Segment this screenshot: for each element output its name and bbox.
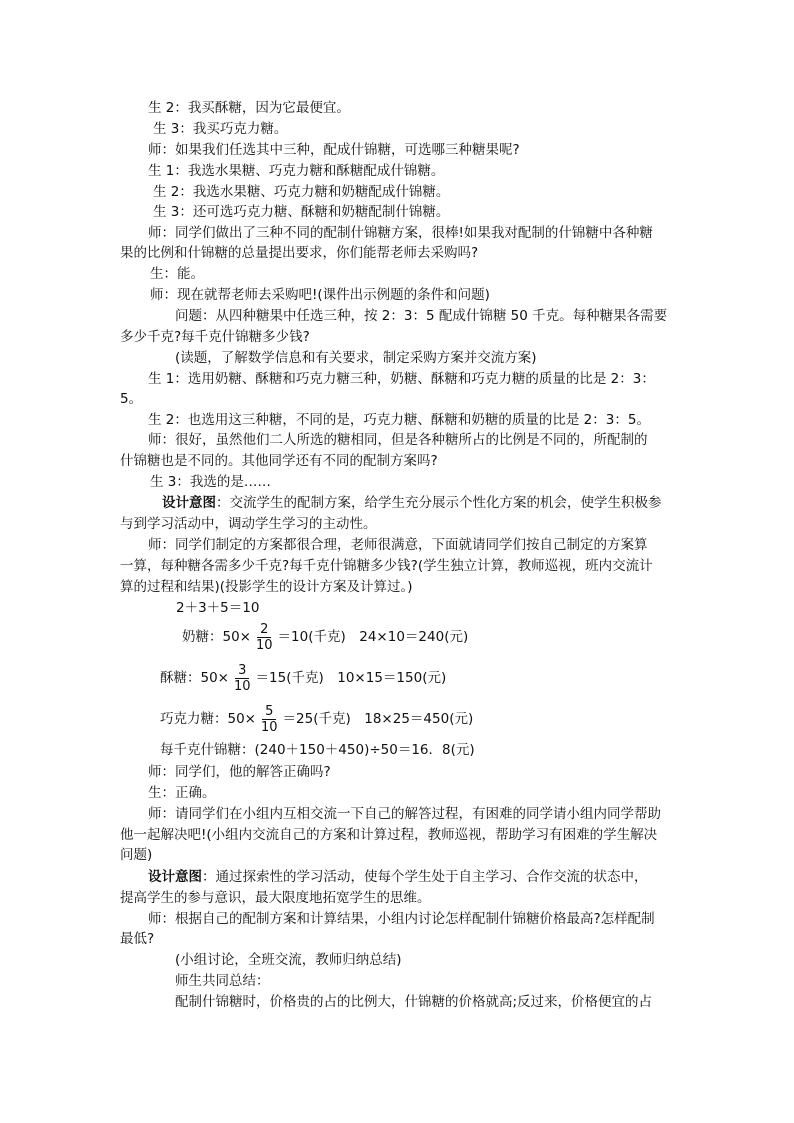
text-line: 果的比例和什锦糖的总量提出要求，你们能帮老师去采购吗? [120,245,479,261]
text-line: 师：如果我们任选其中三种，配成什锦糖，可选哪三种糖果呢? [148,142,520,158]
text-line: 师：同学们制定的方案都很合理，老师很满意，下面就请同学们按自己制定的方案算 [148,537,648,553]
fraction-denominator: 10 [234,678,251,694]
design-intent-line [162,493,662,513]
fraction [258,704,281,735]
text-line: 问题) [120,847,153,863]
text-line: 生 2：我买酥糖，因为它最便宜。 [148,100,350,116]
text-line: 什锦糖也是不同的。其他同学还有不同的配制方案吗? [120,453,438,469]
text-line: 一算，每种糖各需多少千克?每千克什锦糖多少钱?(学生独立计算，教师巡视，班内交流计 [120,558,653,574]
text-line: 生 3：我买巧克力糖。 [153,121,288,137]
fraction [253,622,276,653]
design-intent-text: ：交流学生的配制方案，给学生充分展示个性化方案的机会，使学生积极参 [216,495,662,511]
text-line: 生：能。 [150,266,204,282]
math-line-crisp-candy [160,661,446,695]
text-line: 生：正确。 [148,785,216,801]
math-line-per-kg: 每千克什锦糖：(240＋150＋450)÷50＝16．8(元) [160,742,475,758]
text-line: 师：同学们做出了三种不同的配制什锦糖方案，很棒!如果我对配制的什锦糖中各种糖 [148,225,653,241]
math-total: 2＋3＋5＝10 [176,600,260,616]
fraction-numerator: 3 [235,663,249,679]
text-line: 问题：从四种糖果中任选三种，按 2：3：5 配成什锦糖 50 千克。每种糖果各需要 [175,308,668,324]
text-line: 多少千克?每千克什锦糖多少钱? [120,329,310,345]
text-line: (读题，了解数学信息和有关要求，制定采购方案并交流方案) [175,350,537,366]
text-line: 师：很好，虽然他们二人所选的糖相同，但是各种糖所占的比例是不同的，所配制的 [148,432,648,448]
text-line: 师：根据自己的配制方案和计算结果，小组内讨论怎样配制什锦糖价格最高?怎样配制 [148,911,655,927]
fraction-denominator: 10 [256,637,273,653]
text-line: 算的过程和结果)(投影学生的设计方案及计算过。) [120,579,413,595]
math-label: 酥糖：50× [160,670,229,686]
fraction [231,663,254,694]
design-intent-label: 设计意图 [162,495,216,511]
fraction-numerator: 2 [257,622,271,638]
math-result: ＝15(千克) 10×15＝150(元) [255,670,447,686]
text-line: 生 1：选用奶糖、酥糖和巧克力糖三种，奶糖、酥糖和巧克力糖的质量的比是 2：3： [148,371,655,387]
math-result: ＝10(千克) 24×10＝240(元) [277,629,469,645]
design-intent-line [148,867,648,887]
text-line: 生 2：我选水果糖、巧克力糖和奶糖配成什锦糖。 [153,184,450,200]
fraction-numerator: 5 [262,704,276,720]
text-line: 与到学习活动中，调动学生学习的主动性。 [120,516,377,532]
text-line: 最低? [120,931,155,947]
math-label: 奶糖：50× [182,629,251,645]
text-line: (小组讨论，全班交流，教师归纳总结) [175,952,402,968]
text-line: 师：现在就帮老师去采购吧!(课件出示例题的条件和问题) [150,287,490,303]
text-line: 生 2：也选用这三种糖，不同的是，巧克力糖、酥糖和奶糖的质量的比是 2：3：5。 [148,412,650,428]
text-line: 师生共同总结： [175,973,270,989]
design-intent-label: 设计意图 [148,869,202,885]
text-line: 生 3：还可选巧克力糖、酥糖和奶糖配制什锦糖。 [153,204,450,220]
text-line: 师：同学们，他的解答正确吗? [148,764,331,780]
math-label: 巧克力糖：50× [160,711,256,727]
text-line: 提高学生的参与意识，最大限度地拓宽学生的思维。 [120,890,431,906]
text-line: 生 1：我选水果糖、巧克力糖和酥糖配成什锦糖。 [148,163,445,179]
text-line: 5。 [120,391,143,407]
math-line-milk-candy [182,620,468,654]
design-intent-text: ：通过探索性的学习活动，使每个学生处于自主学习、合作交流的状态中， [202,869,648,885]
math-line-chocolate-candy [160,702,473,736]
text-line: 配制什锦糖时，价格贵的占的比例大，什锦糖的价格就高;反过来，价格便宜的占 [175,994,653,1010]
math-result: ＝25(千克) 18×25＝450(元) [282,711,474,727]
text-line: 生 3：我选的是…… [150,474,271,490]
text-line: 他一起解决吧!(小组内交流自己的方案和计算过程，教师巡视，帮助学习有困难的学生解决 [120,827,658,843]
fraction-denominator: 10 [261,719,278,735]
text-line: 师：请同学们在小组内互相交流一下自己的解答过程，有困难的同学请小组内同学帮助 [148,806,661,822]
